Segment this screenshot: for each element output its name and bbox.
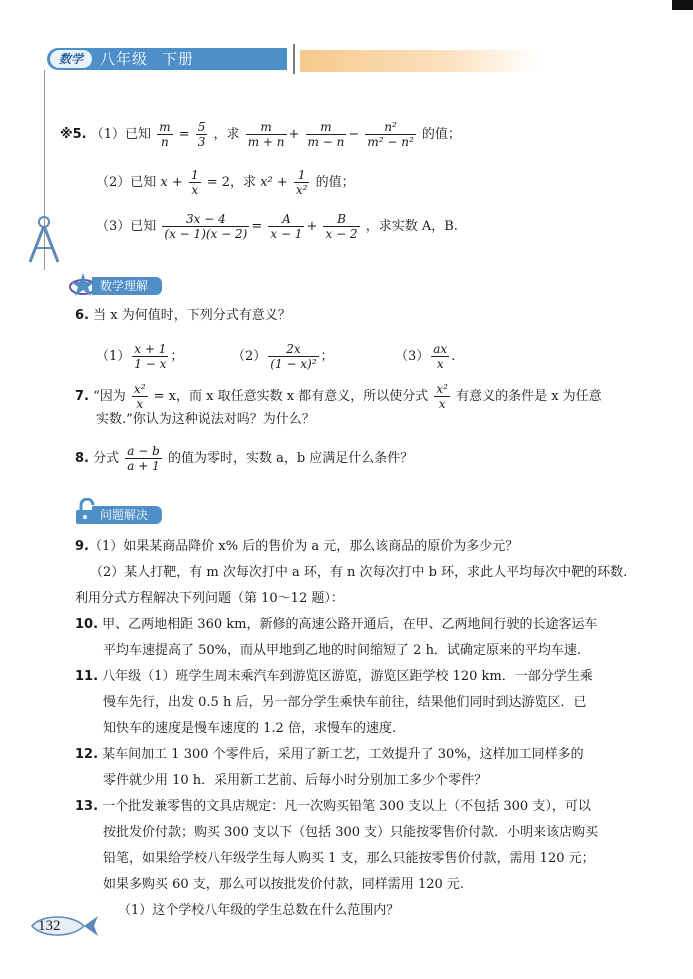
fraction: $\frac{1}{x}$ bbox=[190, 168, 199, 197]
fraction: $\frac{3x - 4}{(x - 1)(x - 2)}$ bbox=[164, 212, 248, 241]
q13-line5: （1）这个学校八年级的学生总数在什么范围内？ bbox=[118, 903, 400, 918]
q9-line3: 利用分式方程解决下列问题（第 10～12 题）： bbox=[75, 591, 344, 606]
q13-line3: 铅笔，如果给学校八年级学生每人购买 1 支，那么只能按零售价付款，需用 120 元； bbox=[103, 851, 595, 866]
q13-line2: 按批发价付款；购买 300 支以下（包括 300 支）只能按零售价付款．小明来该店购买 bbox=[103, 825, 599, 840]
q11-line1: 11. 八年级（1）班学生周末乘汽车到游览区游览，游览区距学校 120 km．一部分学生乘 bbox=[75, 669, 593, 684]
q9-line1: 9.（1）如果某商品降价 x% 后的售价为 a 元，那么该商品的原价为多少元？ bbox=[75, 539, 519, 554]
q8: 8. 分式 $\frac{a - b}{a + 1}$ 的值为零时，实数 a，b 应满足什么条件？ bbox=[75, 444, 414, 473]
fraction: $\frac{a - b}{a + 1}$ bbox=[127, 444, 160, 473]
fraction: $\frac{A}{x - 1}$ bbox=[270, 212, 303, 241]
page-number: 132 bbox=[38, 918, 61, 934]
fraction: $\frac{\text{n²}}{\text{m² − n²}}$ bbox=[367, 120, 414, 149]
fraction: $\frac{m}{m + n}$ bbox=[247, 120, 285, 149]
corner-mark bbox=[672, 0, 693, 10]
header-title: 八年级 下册 bbox=[100, 50, 195, 68]
fraction: $\frac{x + 1}{1 - x}$ bbox=[134, 342, 167, 371]
q11-line2: 慢车先行，出发 0.5 h 后，另一部分学生乘快车前往，结果他们同时到达游览区．已 bbox=[103, 695, 587, 710]
q10-line2: 平均车速提高了 50%，而从甲地到乙地的时间缩短了 2 h．试确定原来的平均车速. bbox=[103, 643, 582, 658]
q9-line2: （2）某人打靶，有 m 次每次打中 a 环，有 n 次每次打中 b 环，求此人平均每次中靶的环数. bbox=[90, 565, 628, 580]
q6-stem: 6. 当 x 为何值时，下列分式有意义？ bbox=[75, 308, 291, 323]
q6-options: （1） $\frac{x + 1}{1 - x}$ ； bbox=[96, 342, 184, 371]
compass-icon bbox=[22, 214, 66, 266]
q11-line3: 知快车的速度是慢车速度的 1.2 倍，求慢车的速度. bbox=[103, 721, 397, 736]
fraction: $\frac{B}{x - 2}$ bbox=[325, 212, 358, 241]
q12-line1: 12. 某车间加工 1 300 个零件后，采用了新工艺，工效提升了 30%，这样加工同样多的 bbox=[75, 747, 584, 762]
q6-option-c: （3） $\frac{ax}{x}$ . bbox=[395, 342, 456, 371]
q5-part2: （2）已知 x + $\frac{1}{x}$ = 2，求 x² + $\frac{1}{\text{x²}}$ 的值； bbox=[96, 168, 355, 197]
q10-line1: 10. 甲、乙两地相距 360 km，新修的高速公路开通后，在甲、乙两地间行驶的长途客运车 bbox=[75, 617, 598, 632]
fraction: $\frac{2x}{\text{(1 − x)²}}$ bbox=[270, 342, 317, 371]
section-tag-understanding: 数学理解 bbox=[92, 277, 162, 295]
fraction: $\frac{m}{m - n}$ bbox=[307, 120, 345, 149]
q7-line2: 实数.”你认为这种说法对吗？为什么？ bbox=[96, 412, 315, 427]
q13-line4: 如果多购买 60 支，那么可以按批发价付款，同样需用 120 元. bbox=[103, 877, 465, 892]
q5-part1: ※5. （1）已知 $\frac{m}{n}$ = $\frac{5}{3}$ ，求 $\frac{m}{m + n}$ + $\frac{m}{m - n}$ − $\frac{\text{n²}}{\text{m² − n²}}$ 的值； bbox=[60, 120, 461, 149]
q5-part3: （3）已知 $\frac{3x - 4}{(x - 1)(x - 2)}$ = $\frac{A}{x - 1}$ + $\frac{B}{x - 2}$ ，求实数 A，B. bbox=[96, 212, 458, 241]
fraction: $\frac{\text{x²}}{x}$ bbox=[133, 382, 146, 411]
header-divider bbox=[293, 44, 295, 74]
fraction: $\frac{m}{n}$ bbox=[159, 120, 171, 149]
q13-line1: 13. 一个批发兼零售的文具店规定：凡一次购买铅笔 300 支以上（不包括 300 支），可以 bbox=[75, 799, 591, 814]
q12-line2: 零件就少用 10 h．采用新工艺前、后每小时分别加工多少个零件？ bbox=[103, 773, 488, 788]
header-orange-band bbox=[300, 50, 540, 72]
subject-badge: 数学 bbox=[50, 50, 92, 68]
q7-line1: 7. “因为 $\frac{\text{x²}}{x}$ = x，而 x 取任意实数 x 都有意义，所以使分式 $\frac{\text{x²}}{x}$ 有意义的条件是 x 为任意 bbox=[75, 382, 602, 411]
q6-option-b: （2） $\frac{2x}{\text{(1 − x)²}}$ ； bbox=[232, 342, 334, 371]
section-tag-problem: 问题解决 bbox=[92, 506, 162, 524]
fraction: $\frac{ax}{x}$ bbox=[433, 342, 448, 371]
fraction: $\frac{5}{3}$ bbox=[197, 120, 206, 149]
fraction: $\frac{\text{x²}}{x}$ bbox=[436, 382, 448, 411]
fraction: $\frac{1}{\text{x²}}$ bbox=[295, 168, 308, 197]
